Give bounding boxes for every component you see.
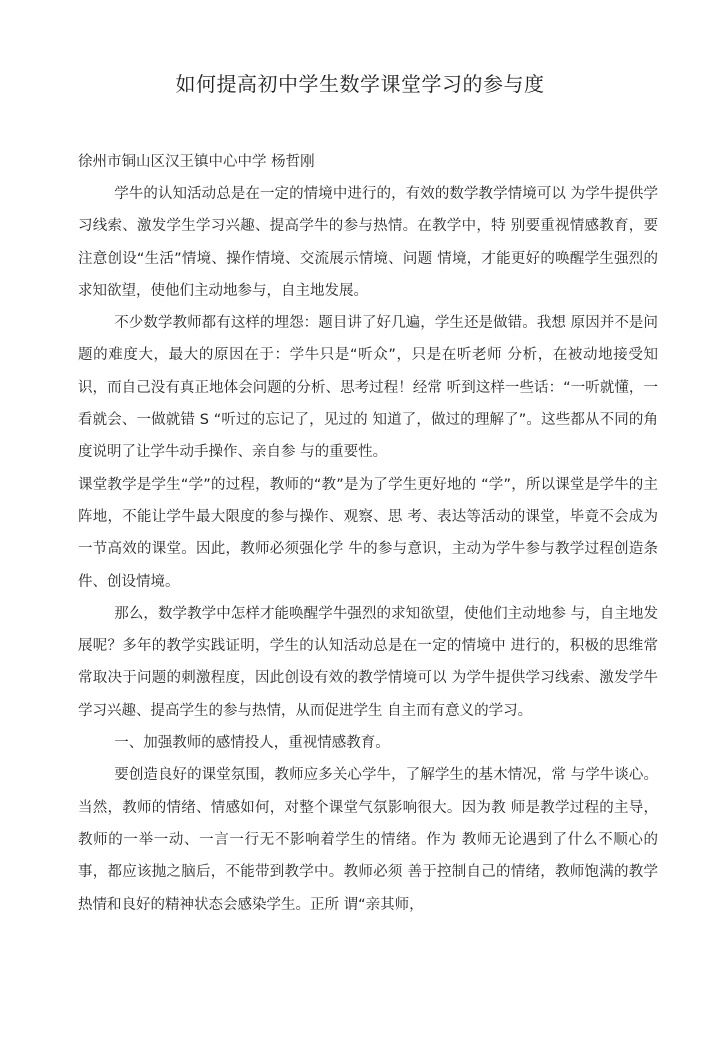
document-body <box>78 178 658 921</box>
author-line: 徐州市铜山区汉王镇中心中学 杨哲刚 <box>78 154 315 170</box>
page-title: 如何提高初中学生数学课堂学习的参与度 <box>175 72 545 96</box>
paragraph: 学牛的认知活动总是在一定的情境中进行的，有效的数学教学情境可以 为学牛提供学习线索、激发学生学习兴趣、提高学牛的参与热情。在教学中，特 别要重视情感教育，要注意创设“生活”情境、操作情境、交流展示情境、问题 情境，才能更好的唤醒学生强烈的求知欲望，使他们主动地参与，自主地发展。 <box>78 186 658 299</box>
paragraph: 不少数学教师都有这样的埋怨：题目讲了好几遍，学生还是做错。我想 原因并不是问题的难度大，最大的原因在于：学牛只是“听众”，只是在听老师 分析，在被动地接受知识，而自己没有真正地体会问题的分析、思考过程！经常 听到这样一些话：“一听就懂，一看就会、一做就错 S “听过的忘记了，见过的 知道了，做过的理解了”。这些都从不同的角度说明了让学牛动手操作、亲自参 与的重要性。 <box>78 315 658 461</box>
paragraph: 那么，数学教学中怎样才能唤醒学牛强烈的求知欲望，使他们主动地参 与，自主地发展呢？多年的教学实践证明，学生的认知活动总是在一定的情境中 进行的，积极的思维常常取决于问题的刺激程度，因此创设有效的教学情境可以 为学牛提供学习线索、激发学牛学习兴趣、提高学生的参与热情，从而促进学生 自主而有意义的学习。 <box>78 605 658 719</box>
paragraph: 要创造良好的课堂氛围，教师应多关心学牛，了解学生的基木情况，常 与学牛谈心。当然，教师的情绪、情感如何，对整个课堂气氛影响很大。因为教 师是教学过程的主导，教师的一举一动、一言一行无不影响着学生的情绪。作为 教师无论遇到了什么不顺心的事，都应该抛之脑后，不能带到教学中。教师必须 善于控制自己的情绪，教师饱满的教学热情和良好的精神状态会感染学生。正所 谓“亲其师， <box>78 767 658 913</box>
section-heading: 一、加强教师的感情投人，重视情感教育。 <box>114 735 390 752</box>
paragraph: 课堂教学是学生“学”的过程，教师的“教”是为了学生更好地的 “学”，所以课堂是学牛的主阵地，不能让学牛最大限度的参与操作、观察、思 考、表达等活动的课堂，毕竟不会成为一节高效的课堂。因此，教师必须强化学 牛的参与意识，主动为学牛参与教学过程创造条件、创设情境。 <box>78 476 658 590</box>
